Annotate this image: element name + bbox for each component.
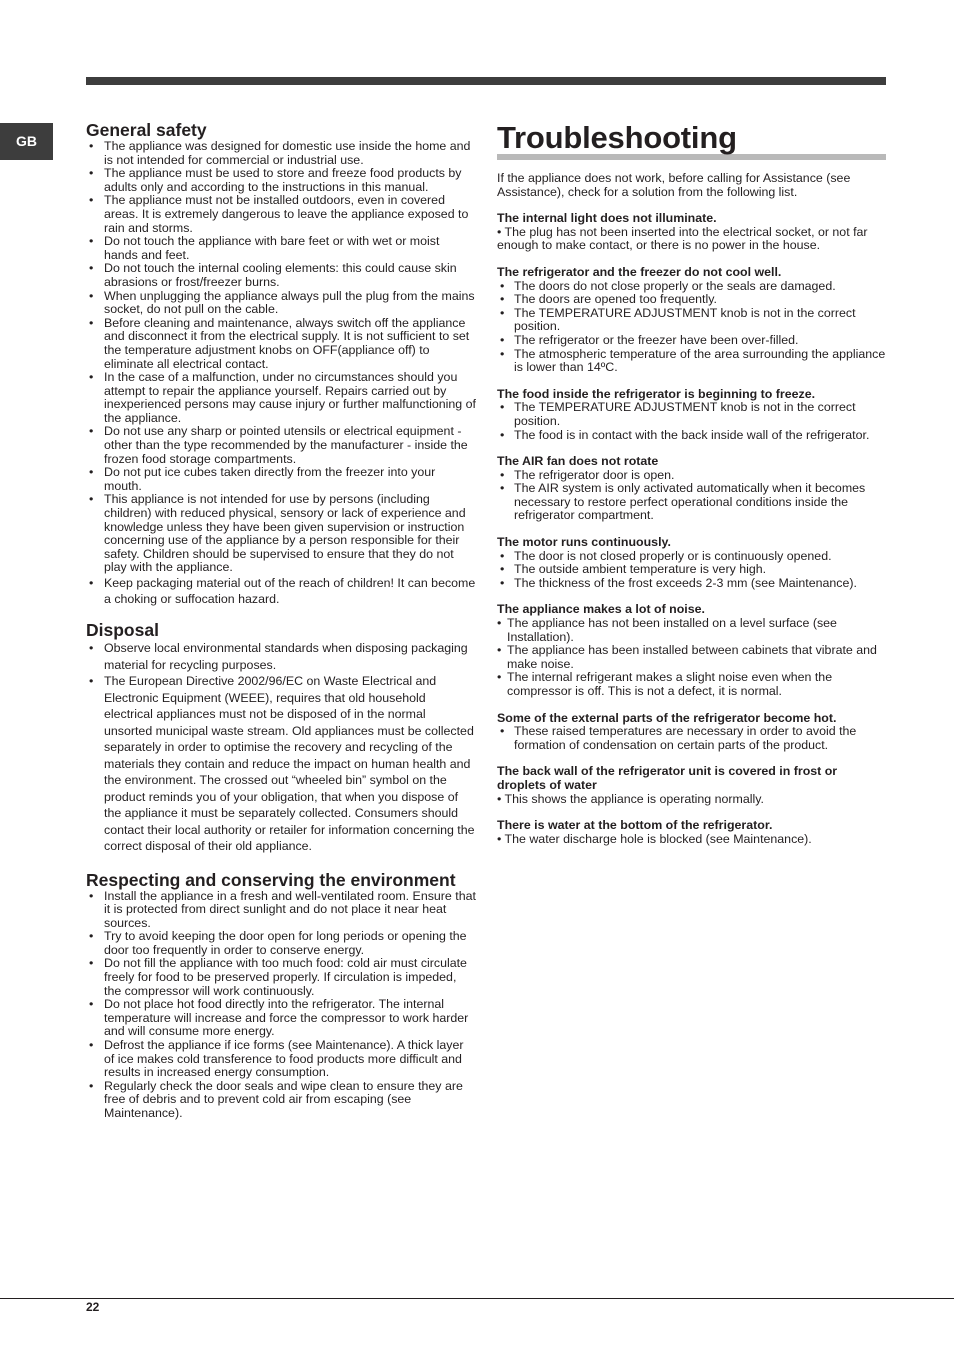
issue-heading: The appliance makes a lot of noise. [497, 602, 705, 617]
general-safety-heading: General safety [86, 120, 207, 140]
environment-list [86, 890, 476, 1121]
issue-heading: The back wall of the refrigerator unit is covered in frost or droplets of water [497, 764, 838, 792]
list-item: • The appliance has been installed between cabinets that vibrate and make noise. [497, 644, 889, 671]
issue-text: • The water discharge hole is blocked (see Maintenance). [497, 831, 812, 846]
list-item: • The doors do not close properly or the seals are damaged. [497, 280, 889, 294]
issue-heading: The internal light does not illuminate. [497, 211, 717, 226]
issue-block [497, 536, 889, 590]
list-item: • In the case of a malfunction, under no circumstances should you attempt to repair the appliance yourself. Repairs carried out by inexperienced persons may cause injury or further malfunctioning of the appliance. [86, 371, 476, 425]
list-item: • The appliance must be used to store and freeze food products by adults only and according to the instructions in this manual. [86, 167, 476, 194]
list-item: • The refrigerator or the freezer have been over-filled. [497, 334, 889, 348]
list-item: • The thickness of the frost exceeds 2-3 mm (see Maintenance). [497, 577, 889, 591]
list-item: • The European Directive 2002/96/EC on Waste Electrical and Electronic Equipment (WEEE), requires that old household electrical appliances must not be disposed of in the normal unsorted municipal waste stream. Old appliances must be collected separately in order to optimise the recovery and recycling of the materials they contain and reduce the impact on human health and the environment. The crossed out “wheeled bin” symbol on the product reminds you of your obligation, that when you dispose of the appliance it must be separately collected. Consumers should contact their local authority or retailer for information concerning the correct disposal of their old appliance. [86, 673, 476, 855]
general-safety-list [86, 140, 476, 607]
issue-heading: The motor runs continuously. [497, 535, 671, 550]
list-item: • Do not touch the appliance with bare feet or with wet or moist hands and feet. [86, 235, 476, 262]
list-item: • When unplugging the appliance always pull the plug from the mains socket, do not pull on the cable. [86, 290, 476, 317]
list-item: • Before cleaning and maintenance, always switch off the appliance and disconnect it from the electrical supply. It is not sufficient to set the temperature adjustment knobs on OFF(appliance off) to eliminate all electrical contact. [86, 317, 476, 371]
issue-block [497, 819, 889, 846]
list-item: • The appliance has not been installed on a level surface (see Installation). [497, 617, 889, 644]
issue-heading: Some of the external parts of the refrigerator become hot. [497, 710, 837, 725]
list-item: • Do not use any sharp or pointed utensils or electrical equipment - other than the type recommended by the manufacturer - inside the frozen food storage compartments. [86, 425, 476, 466]
issue-block [497, 765, 889, 806]
environment-heading: Respecting and conserving the environment [86, 869, 456, 890]
issue-block [497, 266, 889, 375]
list-item: • The doors are opened too frequently. [497, 293, 889, 307]
issue-text: • This shows the appliance is operating normally. [497, 791, 764, 806]
issue-heading: The refrigerator and the freezer do not cool well. [497, 264, 782, 279]
list-item: • The food is in contact with the back inside wall of the refrigerator. [497, 429, 889, 443]
list-item: • Try to avoid keeping the door open for long periods or opening the door too frequently in order to conserve energy. [86, 930, 476, 957]
list-item: • The outside ambient temperature is very high. [497, 563, 889, 577]
list-item: • Observe local environmental standards when disposing packaging material for recycling purposes. [86, 640, 476, 673]
list-item: • Regularly check the door seals and wipe clean to ensure they are free of debris and to prevent cold air from escaping (see Maintenance). [86, 1080, 476, 1121]
right-column [497, 121, 889, 846]
issue-heading: The AIR fan does not rotate [497, 454, 659, 469]
intro-text: If the appliance does not work, before calling for Assistance (see Assistance), check for a solution from the following list. [497, 171, 851, 199]
list-item: • The TEMPERATURE ADJUSTMENT knob is not in the correct position. [497, 401, 889, 428]
issue-block [497, 603, 889, 698]
footer-rule [0, 1298, 954, 1299]
list-item: • Do not place hot food directly into the refrigerator. The internal temperature will increase and force the compressor to work harder and will consume more energy. [86, 998, 476, 1039]
list-item: • The atmospheric temperature of the area surrounding the appliance is lower than 14ºC. [497, 348, 889, 375]
list-item: • Install the appliance in a fresh and well-ventilated room. Ensure that it is protected from direct sunlight and do not place it near heat sources. [86, 890, 476, 931]
issue-block [497, 212, 889, 253]
list-item: • Defrost the appliance if ice forms (see Maintenance). A thick layer of ice makes cold transference to food products more difficult and results in increased energy consumption. [86, 1039, 476, 1080]
page-number: 22 [86, 1300, 100, 1314]
list-item: • Keep packaging material out of the reach of children! It can become a choking or suffocation hazard. [86, 575, 476, 607]
list-item: • These raised temperatures are necessary in order to avoid the formation of condensation on certain parts of the product. [497, 725, 889, 752]
disposal-heading: Disposal [86, 620, 159, 640]
issue-block [497, 388, 889, 442]
issue-block [497, 712, 889, 753]
issue-heading: The food inside the refrigerator is beginning to freeze. [497, 386, 816, 401]
issue-heading: There is water at the bottom of the refrigerator. [497, 818, 773, 833]
list-item: • The refrigerator door is open. [497, 469, 889, 483]
list-item: • Do not put ice cubes taken directly from the freezer into your mouth. [86, 466, 476, 493]
header-bar [86, 77, 886, 85]
language-tab: GB [0, 123, 53, 160]
list-item: • The TEMPERATURE ADJUSTMENT knob is not in the correct position. [497, 307, 889, 334]
list-item: • The internal refrigerant makes a slight noise even when the compressor is off. This is not a defect, it is normal. [497, 671, 889, 698]
disposal-list [86, 640, 476, 855]
list-item: • The door is not closed properly or is continuously opened. [497, 550, 889, 564]
issue-block [497, 455, 889, 523]
list-item: • Do not touch the internal cooling elements: this could cause skin abrasions or frost/freezer burns. [86, 262, 476, 289]
list-item: • The AIR system is only activated automatically when it becomes necessary to restore perfect operational conditions inside the refrigerator compartment. [497, 482, 889, 523]
page-title: Troubleshooting [497, 121, 886, 160]
list-item: • The appliance must not be installed outdoors, even in covered areas. It is extremely dangerous to leave the appliance exposed to rain and storms. [86, 194, 476, 235]
left-column [86, 121, 476, 1121]
list-item: • Do not fill the appliance with too much food: cold air must circulate freely for food to be preserved properly. If circulation is impeded, the compressor will work continuously. [86, 957, 476, 998]
issue-text: • The plug has not been inserted into the electrical socket, or not far enough to make contact, or there is no power in the house. [497, 224, 868, 253]
list-item: • This appliance is not intended for use by persons (including children) with reduced physical, sensory or lack of experience and knowledge unless they have been given supervision or instruction concerning use of the appliance by a person responsible for their safety. Children should be supervised to ensure that they do not play with the appliance. [86, 493, 476, 575]
list-item: • The appliance was designed for domestic use inside the home and is not intended for commercial or industrial use. [86, 140, 476, 167]
